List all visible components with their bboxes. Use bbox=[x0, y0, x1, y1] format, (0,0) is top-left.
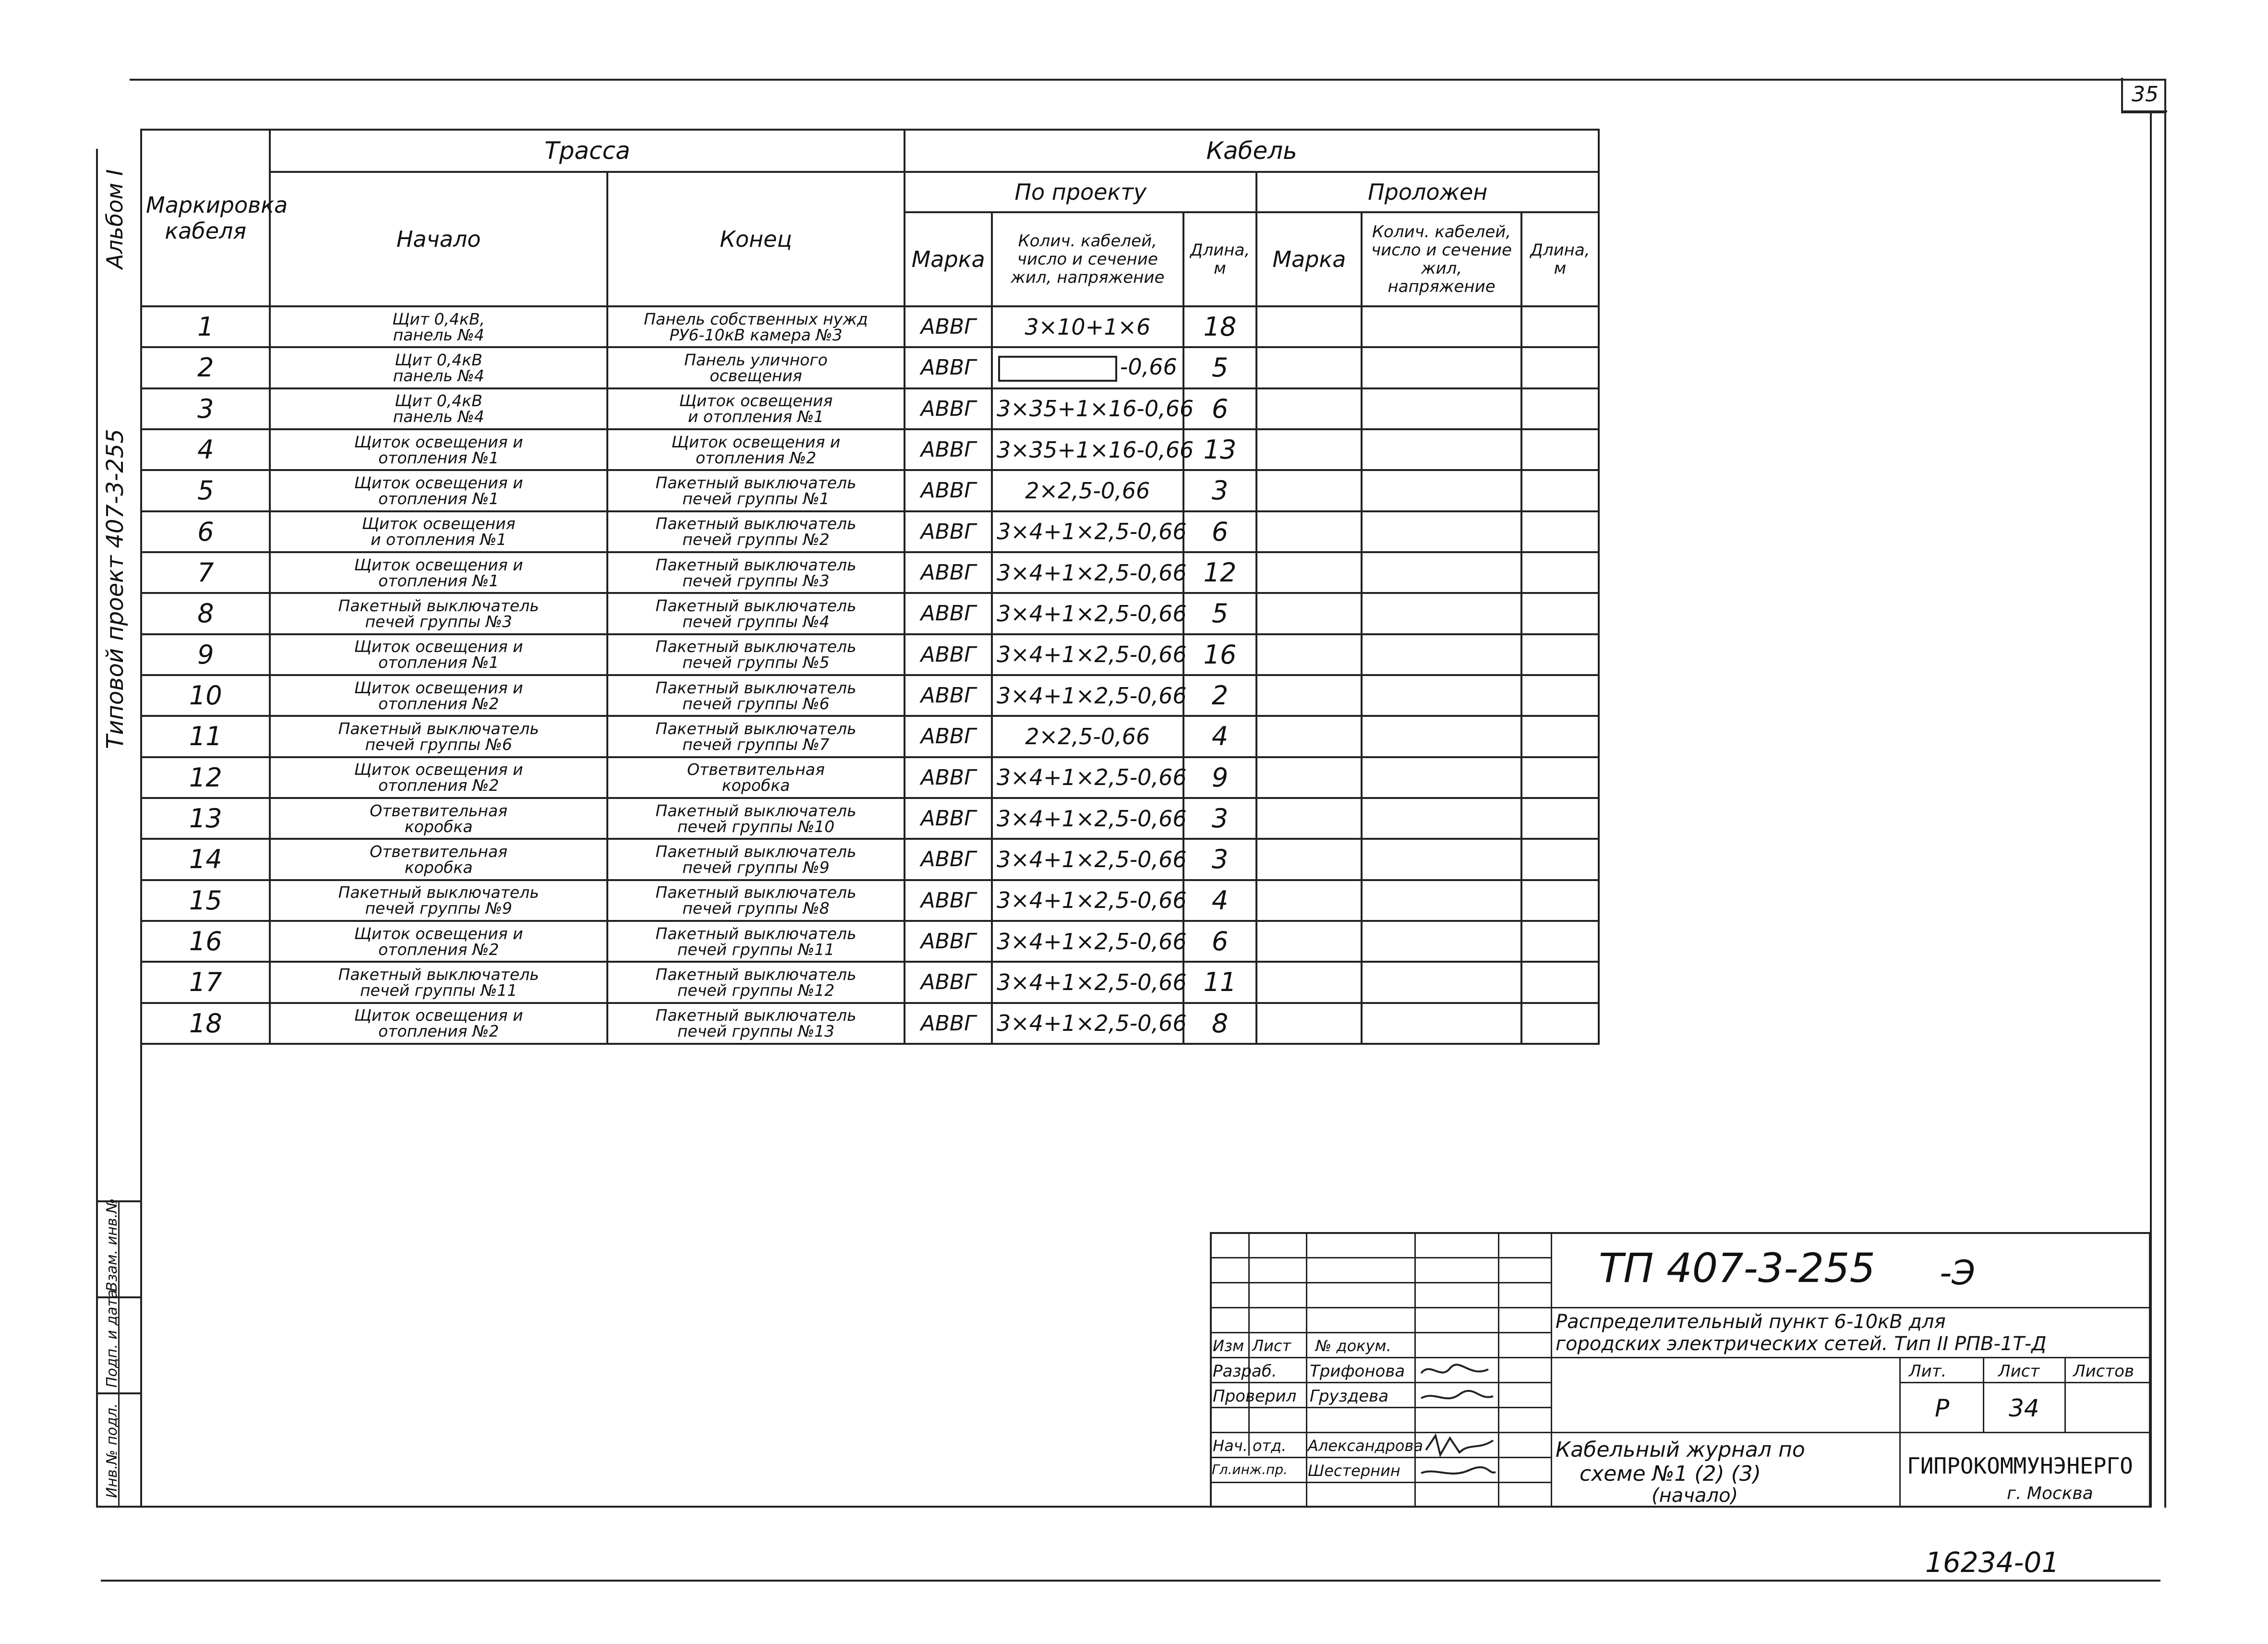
cell-mark: АВВГ bbox=[905, 470, 992, 511]
cell-length: 11 bbox=[1183, 962, 1257, 1003]
table-row bbox=[141, 347, 1599, 388]
cell-start: Щит 0,4кВ панель №4 bbox=[270, 388, 607, 429]
tb-grid-line bbox=[1210, 1332, 1551, 1333]
cell-laid-length bbox=[1521, 839, 1599, 880]
cell-start: Пакетный выключатель печей группы №3 bbox=[270, 593, 607, 634]
cell-mark: АВВГ bbox=[905, 675, 992, 716]
tb-list-label: Лист bbox=[1252, 1337, 1291, 1355]
cell-marking: 6 bbox=[141, 511, 270, 552]
tb-izm-label: Изм bbox=[1213, 1337, 1244, 1355]
table-row bbox=[141, 306, 1599, 347]
cell-end: Ответвительная коробка bbox=[607, 757, 905, 798]
frame-right-outer-line bbox=[2164, 79, 2166, 1508]
cell-end: Панель уличного освещения bbox=[607, 347, 905, 388]
cell-end: Панель собственных нужд РУ6-10кВ камера №3 bbox=[607, 306, 905, 347]
signature-2 bbox=[1421, 1391, 1493, 1399]
cell-marking: 5 bbox=[141, 470, 270, 511]
cell-laid-count bbox=[1362, 306, 1521, 347]
cell-laid-mark bbox=[1256, 1003, 1362, 1044]
cell-laid-mark bbox=[1256, 634, 1362, 675]
cell-length: 16 bbox=[1183, 634, 1257, 675]
cell-length: 12 bbox=[1183, 552, 1257, 593]
frame-bottom-outer-line bbox=[101, 1580, 2160, 1582]
header-laid-length: Длина, м bbox=[1521, 212, 1599, 306]
cell-marking: 18 bbox=[141, 1003, 270, 1044]
frame-left-line bbox=[96, 149, 98, 1508]
tb-code-suffix: -Э bbox=[1940, 1253, 1976, 1293]
header-count-section: Колич. кабелей, число и сечение жил, напряжение bbox=[992, 212, 1183, 306]
header-mark: Марка bbox=[905, 212, 992, 306]
cell-cable: 3×4+1×2,5-0,66 bbox=[992, 962, 1183, 1003]
cell-laid-mark bbox=[1256, 388, 1362, 429]
cell-start: Щит 0,4кВ панель №4 bbox=[270, 347, 607, 388]
tb-grid-line bbox=[1899, 1357, 1901, 1506]
cell-end: Пакетный выключатель печей группы №10 bbox=[607, 798, 905, 839]
header-end: Конец bbox=[607, 172, 905, 306]
cell-length: 8 bbox=[1183, 1003, 1257, 1044]
tb-grid-line bbox=[1210, 1407, 1551, 1408]
footer-number: 16234-01 bbox=[1925, 1546, 2060, 1579]
table-row bbox=[141, 593, 1599, 634]
header-laid: Проложен bbox=[1256, 172, 1599, 212]
cell-cable: 3×4+1×2,5-0,66 bbox=[992, 593, 1183, 634]
cell-laid-count bbox=[1362, 675, 1521, 716]
cell-laid-mark bbox=[1256, 675, 1362, 716]
tb-grid-line bbox=[1210, 1307, 1551, 1308]
cell-length: 5 bbox=[1183, 593, 1257, 634]
cell-laid-mark bbox=[1256, 593, 1362, 634]
cell-end: Пакетный выключатель печей группы №9 bbox=[607, 839, 905, 880]
album-label: Альбом I bbox=[102, 169, 128, 269]
cell-cable: 3×4+1×2,5-0,66 bbox=[992, 880, 1183, 921]
cell-laid-mark bbox=[1256, 880, 1362, 921]
cell-length: 4 bbox=[1183, 716, 1257, 757]
cell-marking: 11 bbox=[141, 716, 270, 757]
tb-grid-line bbox=[1210, 1282, 1551, 1283]
stamp-label: Подп. и дата bbox=[104, 1289, 121, 1388]
tb-grid-line bbox=[1210, 1432, 2151, 1433]
cell-cable: 3×4+1×2,5-0,66 bbox=[992, 552, 1183, 593]
header-route: Трасса bbox=[270, 130, 905, 172]
cell-start: Ответвительная коробка bbox=[270, 798, 607, 839]
cell-mark: АВВГ bbox=[905, 511, 992, 552]
cell-start: Щиток освещения и отопления №1 bbox=[270, 470, 607, 511]
header-by-project: По проекту bbox=[905, 172, 1256, 212]
cell-mark: АВВГ bbox=[905, 634, 992, 675]
cell-start: Пакетный выключатель печей группы №9 bbox=[270, 880, 607, 921]
cell-cable: 3×4+1×2,5-0,66 bbox=[992, 675, 1183, 716]
cell-end: Щиток освещения и отопления №2 bbox=[607, 429, 905, 470]
cell-laid-mark bbox=[1256, 962, 1362, 1003]
cell-marking: 3 bbox=[141, 388, 270, 429]
cell-mark: АВВГ bbox=[905, 552, 992, 593]
tb-role: Проверил bbox=[1213, 1387, 1297, 1406]
cell-mark: АВВГ bbox=[905, 429, 992, 470]
cell-cable: 3×4+1×2,5-0,66 bbox=[992, 511, 1183, 552]
table-row bbox=[141, 429, 1599, 470]
cell-laid-count bbox=[1362, 388, 1521, 429]
cell-mark: АВВГ bbox=[905, 347, 992, 388]
tb-grid-line bbox=[1498, 1232, 1499, 1506]
tb-sheets-label: Листов bbox=[2073, 1362, 2135, 1381]
cell-marking: 1 bbox=[141, 306, 270, 347]
cell-laid-mark bbox=[1256, 470, 1362, 511]
tb-grid-line bbox=[1210, 1357, 2151, 1358]
cell-marking: 9 bbox=[141, 634, 270, 675]
cell-laid-count bbox=[1362, 552, 1521, 593]
cell-start: Щиток освещения и отопления №2 bbox=[270, 1003, 607, 1044]
cell-marking: 14 bbox=[141, 839, 270, 880]
cell-end: Пакетный выключатель печей группы №5 bbox=[607, 634, 905, 675]
tb-lit-value: Р bbox=[1935, 1394, 1950, 1422]
cell-marking: 8 bbox=[141, 593, 270, 634]
cell-laid-mark bbox=[1256, 798, 1362, 839]
cell-cable: 3×4+1×2,5-0,66 bbox=[992, 1003, 1183, 1044]
tb-name: Трифонова bbox=[1310, 1362, 1405, 1381]
cell-length: 9 bbox=[1183, 757, 1257, 798]
cell-start: Щит 0,4кВ, панель №4 bbox=[270, 306, 607, 347]
cell-laid-count bbox=[1362, 634, 1521, 675]
tb-grid-line bbox=[1210, 1382, 1551, 1383]
cell-mark: АВВГ bbox=[905, 716, 992, 757]
cell-laid-count bbox=[1362, 880, 1521, 921]
tb-doc-title-1: Кабельный журнал по bbox=[1556, 1438, 1805, 1462]
cell-end: Щиток освещения и отопления №1 bbox=[607, 388, 905, 429]
cell-end: Пакетный выключатель печей группы №12 bbox=[607, 962, 905, 1003]
frame-top-line bbox=[130, 79, 2165, 81]
project-label: Типовой проект 407-3-255 bbox=[102, 429, 129, 749]
cell-length: 3 bbox=[1183, 798, 1257, 839]
cell-laid-mark bbox=[1256, 429, 1362, 470]
cell-laid-count bbox=[1362, 429, 1521, 470]
cell-length: 5 bbox=[1183, 347, 1257, 388]
cell-laid-count bbox=[1362, 347, 1521, 388]
cell-end: Пакетный выключатель печей группы №11 bbox=[607, 921, 905, 962]
cell-marking: 13 bbox=[141, 798, 270, 839]
table-row bbox=[141, 921, 1599, 962]
cell-cable: 3×4+1×2,5-0,66 bbox=[992, 798, 1183, 839]
tb-grid-line bbox=[1551, 1307, 2151, 1308]
cell-cable: 3×35+1×16-0,66 bbox=[992, 429, 1183, 470]
cell-laid-count bbox=[1362, 511, 1521, 552]
cell-mark: АВВГ bbox=[905, 962, 992, 1003]
header-length: Длина, м bbox=[1183, 212, 1257, 306]
table-row bbox=[141, 470, 1599, 511]
cell-mark: АВВГ bbox=[905, 798, 992, 839]
cell-marking: 4 bbox=[141, 429, 270, 470]
tb-grid-line bbox=[2064, 1357, 2066, 1432]
table-row bbox=[141, 880, 1599, 921]
cell-laid-length bbox=[1521, 798, 1599, 839]
table-row bbox=[141, 552, 1599, 593]
tb-role: Нач. отд. bbox=[1213, 1437, 1287, 1455]
cell-length: 6 bbox=[1183, 921, 1257, 962]
cell-length: 6 bbox=[1183, 388, 1257, 429]
tb-org: ГИПРОКОММУНЭНЕРГО bbox=[1907, 1453, 2133, 1479]
cell-length: 13 bbox=[1183, 429, 1257, 470]
cell-cable: 3×4+1×2,5-0,66 bbox=[992, 921, 1183, 962]
signature-1 bbox=[1421, 1365, 1488, 1373]
cell-length: 3 bbox=[1183, 839, 1257, 880]
tb-code: ТП 407-3-255 bbox=[1599, 1245, 1875, 1292]
tb-grid-line bbox=[1899, 1382, 2151, 1383]
cell-laid-count bbox=[1362, 962, 1521, 1003]
tb-doc-label: № докум. bbox=[1315, 1337, 1391, 1355]
tb-sheet-value: 34 bbox=[2009, 1394, 2039, 1422]
table-row bbox=[141, 1003, 1599, 1044]
cell-laid-length bbox=[1521, 675, 1599, 716]
cell-length: 2 bbox=[1183, 675, 1257, 716]
tb-role: Гл.инж.пр. bbox=[1212, 1462, 1288, 1477]
cell-laid-mark bbox=[1256, 552, 1362, 593]
header-laid-mark: Марка bbox=[1256, 212, 1362, 306]
tb-grid-line bbox=[1210, 1257, 1551, 1258]
stamp-label: Взам. инв.№ bbox=[104, 1198, 121, 1292]
cell-mark: АВВГ bbox=[905, 757, 992, 798]
cell-laid-length bbox=[1521, 511, 1599, 552]
cell-length: 3 bbox=[1183, 470, 1257, 511]
cell-laid-length bbox=[1521, 634, 1599, 675]
cell-mark: АВВГ bbox=[905, 880, 992, 921]
page-number: 35 bbox=[2121, 78, 2167, 112]
cell-laid-length bbox=[1521, 552, 1599, 593]
cell-start: Щиток освещения и отопления №2 bbox=[270, 757, 607, 798]
cell-end: Пакетный выключатель печей группы №1 bbox=[607, 470, 905, 511]
table-row bbox=[141, 962, 1599, 1003]
cell-mark: АВВГ bbox=[905, 1003, 992, 1044]
cell-start: Щиток освещения и отопления №2 bbox=[270, 921, 607, 962]
tb-name: Шестернин bbox=[1308, 1462, 1400, 1480]
cell-laid-mark bbox=[1256, 757, 1362, 798]
header-marking: Маркировка кабеля bbox=[141, 130, 270, 306]
cell-laid-length bbox=[1521, 880, 1599, 921]
cell-laid-count bbox=[1362, 839, 1521, 880]
cell-end: Пакетный выключатель печей группы №8 bbox=[607, 880, 905, 921]
cell-mark: АВВГ bbox=[905, 593, 992, 634]
cell-start: Ответвительная коробка bbox=[270, 839, 607, 880]
cell-laid-length bbox=[1521, 716, 1599, 757]
cell-marking: 12 bbox=[141, 757, 270, 798]
tb-description-2: городских электрических сетей. Тип II РПВ-1Т-Д bbox=[1556, 1333, 2047, 1355]
cell-laid-count bbox=[1362, 1003, 1521, 1044]
cell-end: Пакетный выключатель печей группы №2 bbox=[607, 511, 905, 552]
header-laid-count-section: Колич. кабелей, число и сечение жил, напряжение bbox=[1362, 212, 1521, 306]
cell-marking: 10 bbox=[141, 675, 270, 716]
cell-laid-length bbox=[1521, 306, 1599, 347]
cell-start: Пакетный выключатель печей группы №6 bbox=[270, 716, 607, 757]
cell-marking: 17 bbox=[141, 962, 270, 1003]
cell-laid-length bbox=[1521, 593, 1599, 634]
table-row bbox=[141, 634, 1599, 675]
cell-laid-count bbox=[1362, 757, 1521, 798]
cell-cable: 3×10+1×6 bbox=[992, 306, 1183, 347]
cell-laid-length bbox=[1521, 429, 1599, 470]
tb-sheet-label: Лист bbox=[1998, 1362, 2040, 1381]
cell-laid-count bbox=[1362, 798, 1521, 839]
cell-laid-length bbox=[1521, 347, 1599, 388]
cell-laid-mark bbox=[1256, 306, 1362, 347]
cell-cable: 3×4+1×2,5-0,66 bbox=[992, 757, 1183, 798]
tb-grid-line bbox=[1210, 1482, 1551, 1483]
cell-start: Щиток освещения и отопления №1 bbox=[270, 429, 607, 470]
cell-laid-mark bbox=[1256, 347, 1362, 388]
table-row bbox=[141, 716, 1599, 757]
cell-end: Пакетный выключатель печей группы №13 bbox=[607, 1003, 905, 1044]
cell-laid-mark bbox=[1256, 921, 1362, 962]
cell-end: Пакетный выключатель печей группы №7 bbox=[607, 716, 905, 757]
stamp-label: Инв.№ подл. bbox=[104, 1403, 121, 1498]
cell-end: Пакетный выключатель печей группы №6 bbox=[607, 675, 905, 716]
cell-start: Щиток освещения и отопления №1 bbox=[270, 552, 607, 593]
tb-grid-line bbox=[1210, 1457, 1551, 1458]
cell-length: 4 bbox=[1183, 880, 1257, 921]
signature-3 bbox=[1426, 1436, 1493, 1455]
cell-laid-count bbox=[1362, 593, 1521, 634]
cell-laid-length bbox=[1521, 1003, 1599, 1044]
cell-laid-count bbox=[1362, 921, 1521, 962]
cell-marking: 16 bbox=[141, 921, 270, 962]
cell-mark: АВВГ bbox=[905, 388, 992, 429]
cell-start: Щиток освещения и отопления №1 bbox=[270, 634, 607, 675]
tb-grid-line bbox=[1551, 1232, 1552, 1506]
cell-cable: 3×4+1×2,5-0,66 bbox=[992, 634, 1183, 675]
cell-start: Щиток освещения и отопления №1 bbox=[270, 511, 607, 552]
cell-length: 6 bbox=[1183, 511, 1257, 552]
tb-lit-label: Лит. bbox=[1909, 1362, 1947, 1381]
table-row bbox=[141, 675, 1599, 716]
blank-box bbox=[998, 356, 1117, 382]
table-row bbox=[141, 839, 1599, 880]
cell-laid-count bbox=[1362, 716, 1521, 757]
cell-marking: 15 bbox=[141, 880, 270, 921]
table-row bbox=[141, 388, 1599, 429]
table-row bbox=[141, 798, 1599, 839]
cell-cable: 3×35+1×16-0,66 bbox=[992, 388, 1183, 429]
tb-grid-line bbox=[1306, 1232, 1307, 1506]
tb-grid-line bbox=[1983, 1357, 1984, 1432]
cell-laid-length bbox=[1521, 388, 1599, 429]
cell-end: Пакетный выключатель печей группы №3 bbox=[607, 552, 905, 593]
cell-laid-mark bbox=[1256, 511, 1362, 552]
header-cable: Кабель bbox=[905, 130, 1599, 172]
tb-name: Александрова bbox=[1308, 1437, 1423, 1455]
cell-laid-length bbox=[1521, 962, 1599, 1003]
cell-mark: АВВГ bbox=[905, 921, 992, 962]
tb-description-1: Распределительный пункт 6-10кВ для bbox=[1556, 1311, 1946, 1333]
signature-marks bbox=[1416, 1359, 1498, 1503]
tb-city: г. Москва bbox=[2007, 1484, 2093, 1503]
cell-mark: АВВГ bbox=[905, 306, 992, 347]
table-row bbox=[141, 757, 1599, 798]
tb-name: Груздева bbox=[1310, 1387, 1389, 1406]
tb-role: Разраб. bbox=[1213, 1362, 1277, 1381]
cell-laid-count bbox=[1362, 470, 1521, 511]
signature-4 bbox=[1421, 1467, 1496, 1474]
cable-journal-table bbox=[140, 129, 1600, 1045]
cell-end: Пакетный выключатель печей группы №4 bbox=[607, 593, 905, 634]
tb-doc-title-3: (начало) bbox=[1652, 1485, 1738, 1507]
cell-cable: 2×2,5-0,66 bbox=[992, 470, 1183, 511]
header-start: Начало bbox=[270, 172, 607, 306]
tb-grid-line bbox=[1248, 1232, 1250, 1456]
cell-laid-mark bbox=[1256, 716, 1362, 757]
cell-marking: 2 bbox=[141, 347, 270, 388]
cell-marking: 7 bbox=[141, 552, 270, 593]
cell-laid-mark bbox=[1256, 839, 1362, 880]
cell-cable: -0,66 bbox=[992, 347, 1183, 388]
cell-cable: 3×4+1×2,5-0,66 bbox=[992, 839, 1183, 880]
cell-laid-length bbox=[1521, 757, 1599, 798]
tb-grid-line bbox=[1414, 1232, 1416, 1506]
cell-start: Щиток освещения и отопления №2 bbox=[270, 675, 607, 716]
cell-length: 18 bbox=[1183, 306, 1257, 347]
cell-start: Пакетный выключатель печей группы №11 bbox=[270, 962, 607, 1003]
cell-laid-length bbox=[1521, 921, 1599, 962]
cell-laid-length bbox=[1521, 470, 1599, 511]
table-row bbox=[141, 511, 1599, 552]
tb-doc-title-2: схеме №1 (2) (3) bbox=[1580, 1462, 1761, 1486]
cell-cable: 2×2,5-0,66 bbox=[992, 716, 1183, 757]
cell-mark: АВВГ bbox=[905, 839, 992, 880]
